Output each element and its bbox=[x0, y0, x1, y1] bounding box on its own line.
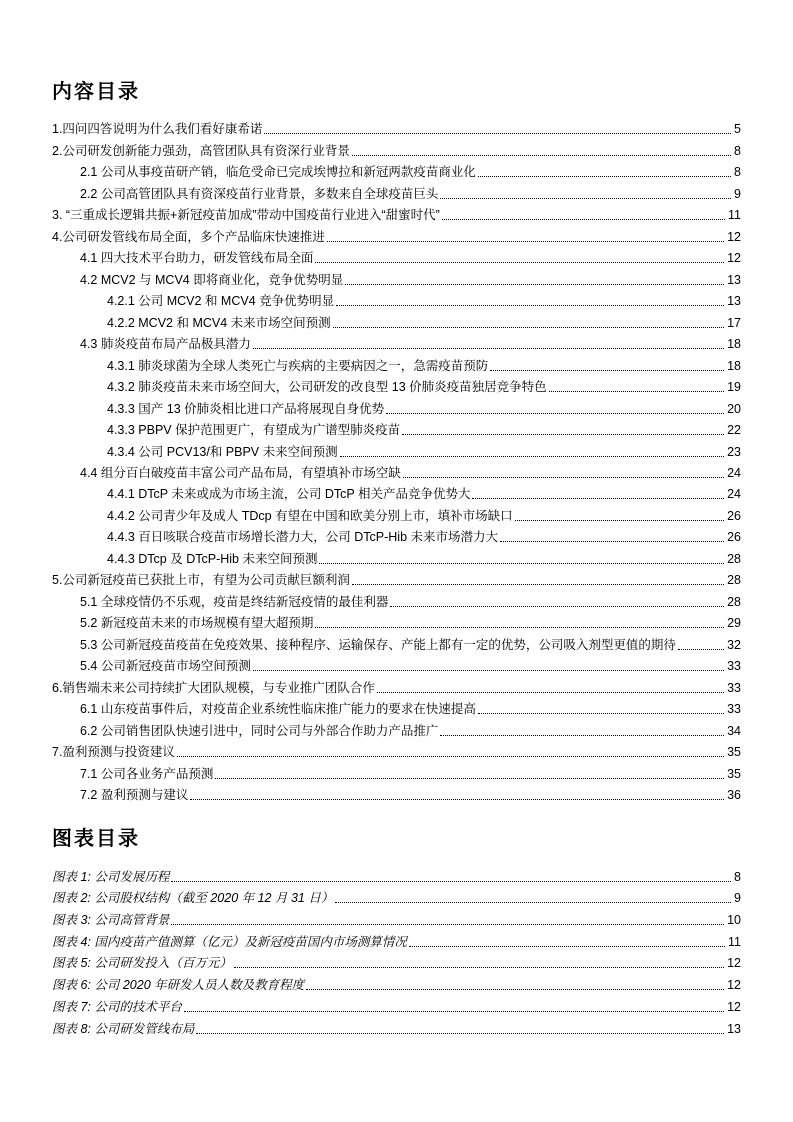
toc-entry[interactable] bbox=[52, 674, 741, 695]
toc-entry[interactable] bbox=[52, 417, 741, 438]
page-number: 5 bbox=[734, 122, 741, 137]
entry-title[interactable]: 图表 2: 公司股权结构（截至 2020 年 12 月 31 日） bbox=[52, 891, 334, 906]
toc-entry[interactable] bbox=[52, 760, 741, 781]
toc-entry[interactable] bbox=[52, 180, 741, 201]
dot-leader bbox=[190, 799, 724, 800]
entry-title[interactable]: 4.4 组分百白破疫苗丰富公司产品布局，有望填补市场空缺 bbox=[80, 465, 401, 480]
toc-entry[interactable] bbox=[52, 266, 741, 287]
dot-leader bbox=[184, 1011, 724, 1012]
toc-entry[interactable] bbox=[52, 202, 741, 223]
dot-leader bbox=[333, 327, 724, 328]
toc-entry[interactable] bbox=[52, 395, 741, 416]
dot-leader bbox=[253, 348, 724, 349]
toc-title: 内容目录 bbox=[52, 81, 140, 103]
dot-leader bbox=[515, 520, 725, 521]
page-number: 8 bbox=[734, 143, 741, 158]
dot-leader bbox=[549, 391, 724, 392]
page-number: 34 bbox=[727, 723, 741, 738]
page-number: 9 bbox=[734, 186, 741, 201]
dot-leader bbox=[352, 155, 731, 156]
dot-leader bbox=[171, 924, 724, 925]
toc-entry[interactable] bbox=[52, 739, 741, 760]
entry-title[interactable]: 4.3.3 PBPV 保护范围更广，有望成为广谱型肺炎疫苗 bbox=[107, 423, 401, 438]
page-number: 23 bbox=[727, 444, 741, 459]
entry-title[interactable]: 5.1 全球疫情仍不乐观，疫苗是终结新冠疫情的最佳利器 bbox=[80, 594, 389, 609]
toc-entry[interactable] bbox=[52, 288, 741, 309]
dot-leader bbox=[352, 584, 724, 585]
dot-leader bbox=[215, 778, 724, 779]
page-number: 33 bbox=[727, 680, 741, 695]
dot-leader bbox=[678, 649, 724, 650]
page-number: 10 bbox=[727, 913, 741, 928]
page-number: 9 bbox=[734, 891, 741, 906]
dot-leader bbox=[500, 541, 724, 542]
entry-title[interactable]: 5.2 新冠疫苗未来的市场规模有望大超预期 bbox=[80, 616, 314, 631]
page-number: 24 bbox=[727, 487, 741, 502]
toc-entry[interactable] bbox=[52, 782, 741, 803]
toc-entry[interactable] bbox=[52, 524, 741, 545]
entry-title[interactable]: 4.4.3 DTcp 及 DTcP-Hib 未来空间预测 bbox=[107, 551, 318, 566]
dot-leader bbox=[386, 413, 724, 414]
entry-title[interactable]: 4.1 四大技术平台助力，研发管线布局全面 bbox=[80, 251, 314, 266]
entry-title[interactable]: 4.3.1 肺炎球菌为全球人类死亡与疾病的主要病因之一，急需疫苗预防 bbox=[107, 358, 489, 373]
toc-entry[interactable] bbox=[52, 309, 741, 330]
page-number: 12 bbox=[727, 956, 741, 971]
figure-entry[interactable] bbox=[52, 863, 741, 885]
entry-title[interactable]: 4.4.3 百日咳联合疫苗市场增长潜力大，公司 DTcP-Hib 未来市场潜力大 bbox=[107, 530, 499, 545]
entry-title[interactable]: 3. “三重成长逻辑共振+新冠疫苗加成”带动中国疫苗行业进入“甜蜜时代” bbox=[52, 208, 440, 223]
entry-title[interactable]: 4.3.3 国产 13 价肺炎相比进口产品将展现自身优势 bbox=[107, 401, 385, 416]
entry-title[interactable]: 6.2 公司销售团队快速引进中，同时公司与外部合作助力产品推广 bbox=[80, 723, 439, 738]
page-number: 26 bbox=[727, 530, 741, 545]
page-number: 19 bbox=[727, 380, 741, 395]
dot-leader bbox=[319, 563, 724, 564]
entry-title[interactable]: 4.公司研发管线布局全面，多个产品临床快速推进 bbox=[52, 229, 325, 244]
page-number: 24 bbox=[727, 465, 741, 480]
figure-entry[interactable] bbox=[52, 1015, 741, 1037]
entry-title[interactable]: 2.公司研发创新能力强劲，高管团队具有资深行业背景 bbox=[52, 143, 350, 158]
page-number: 8 bbox=[734, 165, 741, 180]
figure-entry[interactable] bbox=[52, 993, 741, 1015]
dot-leader bbox=[490, 370, 724, 371]
dot-leader bbox=[171, 881, 731, 882]
entry-title[interactable]: 4.4.1 DTcP 未来或成为市场主流，公司 DTcP 相关产品竞争优势大 bbox=[107, 487, 471, 502]
dot-leader bbox=[306, 989, 724, 990]
entry-title[interactable]: 7.1 公司各业务产品预测 bbox=[80, 766, 214, 781]
entry-title[interactable]: 5.公司新冠疫苗已获批上市，有望为公司贡献巨额利润 bbox=[52, 573, 350, 588]
page-number: 11 bbox=[728, 208, 741, 223]
entry-title[interactable]: 4.3 肺炎疫苗布局产品极具潜力 bbox=[80, 337, 251, 352]
page-number: 13 bbox=[727, 294, 741, 309]
entry-title[interactable]: 图表 1: 公司发展历程 bbox=[52, 869, 170, 884]
dot-leader bbox=[478, 176, 731, 177]
entry-title[interactable]: 图表 3: 公司高管背景 bbox=[52, 913, 170, 928]
figures-title: 图表目录 bbox=[52, 828, 140, 850]
toc-entry[interactable] bbox=[52, 481, 741, 502]
entry-title[interactable]: 4.3.2 肺炎疫苗未来市场空间大，公司研发的改良型 13 价肺炎疫苗独居竞争特色 bbox=[107, 380, 547, 395]
entry-title[interactable]: 2.1 公司从事疫苗研产销，临危受命已完成埃博拉和新冠两款疫苗商业化 bbox=[80, 165, 476, 180]
dot-leader bbox=[315, 627, 724, 628]
figure-entry[interactable] bbox=[52, 906, 741, 928]
toc-entry[interactable] bbox=[52, 352, 741, 373]
dot-leader bbox=[315, 262, 724, 263]
entry-title[interactable]: 6.销售端未来公司持续扩大团队规模，与专业推广团队合作 bbox=[52, 680, 375, 695]
figure-entry[interactable] bbox=[52, 950, 741, 972]
dot-leader bbox=[340, 456, 724, 457]
page-number: 17 bbox=[727, 315, 741, 330]
entry-title[interactable]: 4.3.4 公司 PCV13/和 PBPV 未来空间预测 bbox=[107, 444, 338, 459]
page-number: 35 bbox=[727, 766, 741, 781]
entry-title[interactable]: 2.2 公司高管团队具有资深疫苗行业背景，多数来自全球疫苗巨头 bbox=[80, 186, 439, 201]
figure-entry[interactable] bbox=[52, 928, 741, 950]
page-number: 18 bbox=[727, 337, 741, 352]
toc-entry[interactable] bbox=[52, 245, 741, 266]
dot-leader bbox=[402, 434, 724, 435]
page-number: 26 bbox=[727, 508, 741, 523]
toc-entry[interactable] bbox=[52, 653, 741, 674]
toc-entry[interactable] bbox=[52, 545, 741, 566]
page-number: 13 bbox=[727, 1021, 741, 1036]
entry-title[interactable]: 6.1 山东疫苗事件后，对疫苗企业系统性临床推广能力的要求在快速提高 bbox=[80, 702, 476, 717]
entry-title[interactable]: 图表 8: 公司研发管线布局 bbox=[52, 1021, 195, 1036]
page-number: 12 bbox=[727, 229, 741, 244]
toc-entry[interactable] bbox=[52, 116, 741, 137]
page-number: 11 bbox=[728, 934, 741, 949]
toc-list bbox=[52, 116, 741, 803]
page-number: 33 bbox=[727, 659, 741, 674]
toc-entry[interactable] bbox=[52, 588, 741, 609]
dot-leader bbox=[390, 606, 724, 607]
entry-title[interactable]: 图表 6: 公司 2020 年研发人员人数及教育程度 bbox=[52, 978, 305, 993]
toc-entry[interactable] bbox=[52, 567, 741, 588]
entry-title[interactable]: 4.2.1 公司 MCV2 和 MCV4 竞争优势明显 bbox=[107, 294, 335, 309]
dot-leader bbox=[253, 670, 724, 671]
entry-title[interactable]: 4.2 MCV2 与 MCV4 即将商业化，竞争优势明显 bbox=[80, 272, 344, 287]
toc-entry[interactable] bbox=[52, 159, 741, 180]
entry-title[interactable]: 图表 5: 公司研发投入（百万元） bbox=[52, 956, 232, 971]
entry-title[interactable]: 4.2.2 MCV2 和 MCV4 未来市场空间预测 bbox=[107, 315, 331, 330]
page-number: 20 bbox=[727, 401, 741, 416]
toc-entry[interactable] bbox=[52, 331, 741, 352]
page-number: 28 bbox=[727, 594, 741, 609]
dot-leader bbox=[196, 1033, 724, 1034]
dot-leader bbox=[472, 498, 724, 499]
page-number: 12 bbox=[727, 978, 741, 993]
page-number: 28 bbox=[727, 573, 741, 588]
entry-title[interactable]: 图表 4: 国内疫苗产值测算（亿元）及新冠疫苗国内市场测算情况 bbox=[52, 934, 407, 949]
toc-entry[interactable] bbox=[52, 502, 741, 523]
dot-leader bbox=[336, 305, 724, 306]
page-number: 35 bbox=[727, 745, 741, 760]
page-number: 29 bbox=[727, 616, 741, 631]
entry-title[interactable]: 7.盈利预测与投资建议 bbox=[52, 745, 175, 760]
page-number: 28 bbox=[727, 551, 741, 566]
dot-leader bbox=[403, 477, 724, 478]
toc-entry[interactable] bbox=[52, 438, 741, 459]
page-number: 33 bbox=[727, 702, 741, 717]
toc-entry[interactable] bbox=[52, 374, 741, 395]
entry-title[interactable]: 4.4.2 公司青少年及成人 TDcp 有望在中国和欧美分别上市，填补市场缺口 bbox=[107, 508, 513, 523]
toc-entry[interactable] bbox=[52, 717, 741, 738]
figure-entry[interactable] bbox=[52, 885, 741, 907]
dot-leader bbox=[440, 735, 724, 736]
entry-title[interactable]: 7.2 盈利预测与建议 bbox=[80, 788, 189, 802]
toc-entry[interactable] bbox=[52, 610, 741, 631]
page-number: 22 bbox=[727, 423, 741, 438]
dot-leader bbox=[327, 241, 724, 242]
dot-leader bbox=[234, 967, 724, 968]
toc-entry[interactable] bbox=[52, 223, 741, 244]
page-number: 36 bbox=[727, 788, 741, 802]
dot-leader bbox=[177, 756, 724, 757]
dot-leader bbox=[335, 902, 731, 903]
toc-entry[interactable] bbox=[52, 631, 741, 652]
figure-entry[interactable] bbox=[52, 971, 741, 993]
entry-title[interactable]: 5.4 公司新冠疫苗市场空间预测 bbox=[80, 659, 251, 674]
dot-leader bbox=[345, 284, 724, 285]
page-number: 12 bbox=[727, 999, 741, 1014]
dot-leader bbox=[264, 133, 731, 134]
dot-leader bbox=[442, 219, 725, 220]
figures-list bbox=[52, 863, 741, 1037]
dot-leader bbox=[478, 713, 724, 714]
dot-leader bbox=[377, 692, 724, 693]
toc-entry[interactable] bbox=[52, 696, 741, 717]
page-number: 12 bbox=[727, 251, 741, 266]
page-number: 13 bbox=[727, 272, 741, 287]
entry-title[interactable]: 1.四问四答说明为什么我们看好康希诺 bbox=[52, 122, 263, 137]
dot-leader bbox=[440, 198, 731, 199]
page-number: 32 bbox=[727, 637, 741, 652]
page-number: 18 bbox=[727, 358, 741, 373]
toc-entry[interactable] bbox=[52, 137, 741, 158]
page-number: 8 bbox=[734, 869, 741, 884]
entry-title[interactable]: 5.3 公司新冠疫苗疫苗在免疫效果、接种程序、运输保存、产能上都有一定的优势，公司吸入剂型更值的期待 bbox=[80, 637, 676, 652]
entry-title[interactable]: 图表 7: 公司的技术平台 bbox=[52, 999, 182, 1014]
dot-leader bbox=[409, 946, 725, 947]
toc-entry[interactable] bbox=[52, 460, 741, 481]
